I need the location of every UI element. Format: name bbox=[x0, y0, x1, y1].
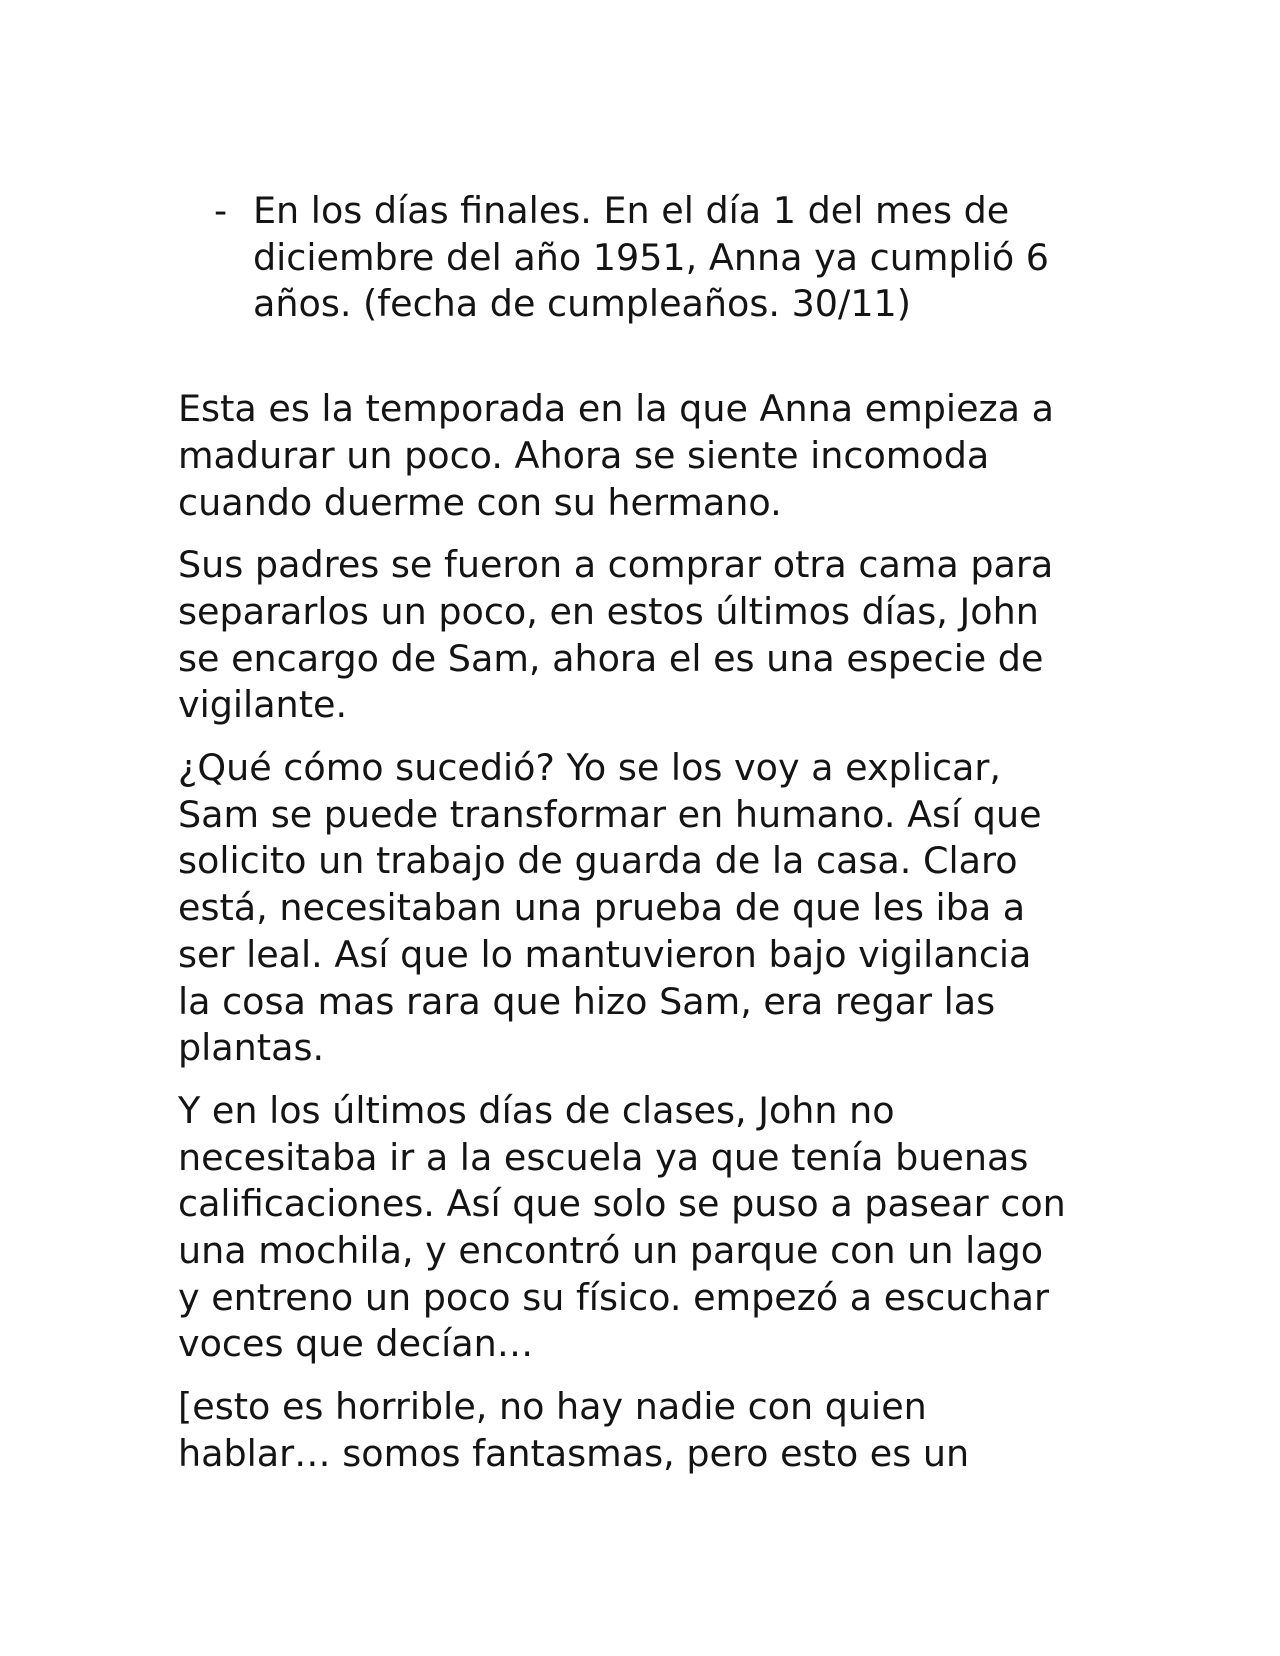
text-line: necesitaba ir a la escuela ya que tenía buenas bbox=[178, 1135, 1029, 1179]
paragraph-anna-maturing bbox=[178, 386, 1118, 526]
text-line: está, necesitaban una prueba de que les iba a bbox=[178, 886, 1026, 930]
text-line: Sus padres se fueron a comprar otra cama para bbox=[178, 543, 1054, 587]
text-line: plantas. bbox=[178, 1026, 325, 1070]
bullet-list-item bbox=[178, 188, 1118, 328]
text-line: calificaciones. Así que solo se puso a pasear con bbox=[178, 1182, 1066, 1226]
paragraph-john-last-days bbox=[178, 1088, 1118, 1368]
paragraph-new-bed bbox=[178, 542, 1118, 729]
text-line: ser leal. Así que lo mantuvieron bajo vigilancia bbox=[178, 932, 1032, 976]
text-line: En los días finales. En el día 1 del mes de bbox=[253, 189, 1010, 232]
text-line: diciembre del año 1951, Anna ya cumplió 6 bbox=[253, 235, 1049, 279]
text-line: separarlos un poco, en estos últimos días, John bbox=[178, 589, 1039, 633]
text-line: [esto es horrible, no hay nadie con quien bbox=[178, 1385, 927, 1429]
text-line: Y en los últimos días de clases, John no bbox=[178, 1088, 895, 1132]
text-line: Esta es la temporada en la que Anna empieza a bbox=[178, 387, 1055, 431]
text-line: solicito un trabajo de guarda de la casa. Claro bbox=[178, 839, 1018, 883]
bullet-dash-marker: - bbox=[214, 189, 228, 232]
bullet-text bbox=[253, 188, 1118, 328]
text-line: voces que decían… bbox=[178, 1322, 534, 1366]
text-line: la cosa mas rara que hizo Sam, era regar las bbox=[178, 979, 996, 1023]
text-line: años. (fecha de cumpleaños. 30/11) bbox=[253, 282, 911, 326]
document-body bbox=[178, 188, 1118, 1494]
text-line: madurar un poco. Ahora se siente incomoda bbox=[178, 433, 990, 477]
text-line: Sam se puede transformar en humano. Así que bbox=[178, 792, 1042, 836]
text-line: hablar… somos fantasmas, pero esto es un bbox=[178, 1431, 970, 1475]
paragraph-ghost-voices bbox=[178, 1384, 1118, 1477]
text-line: vigilante. bbox=[178, 683, 348, 727]
text-line: se encargo de Sam, ahora el es una especie de bbox=[178, 636, 1044, 680]
text-line: una mochila, y encontró un parque con un lago bbox=[178, 1229, 1044, 1273]
paragraph-sam-explanation bbox=[178, 745, 1118, 1072]
text-line: cuando duerme con su hermano. bbox=[178, 480, 782, 524]
text-line: y entreno un poco su físico. empezó a escuchar bbox=[178, 1275, 1050, 1319]
text-line: ¿Qué cómo sucedió? Yo se los voy a explicar, bbox=[178, 746, 1002, 790]
